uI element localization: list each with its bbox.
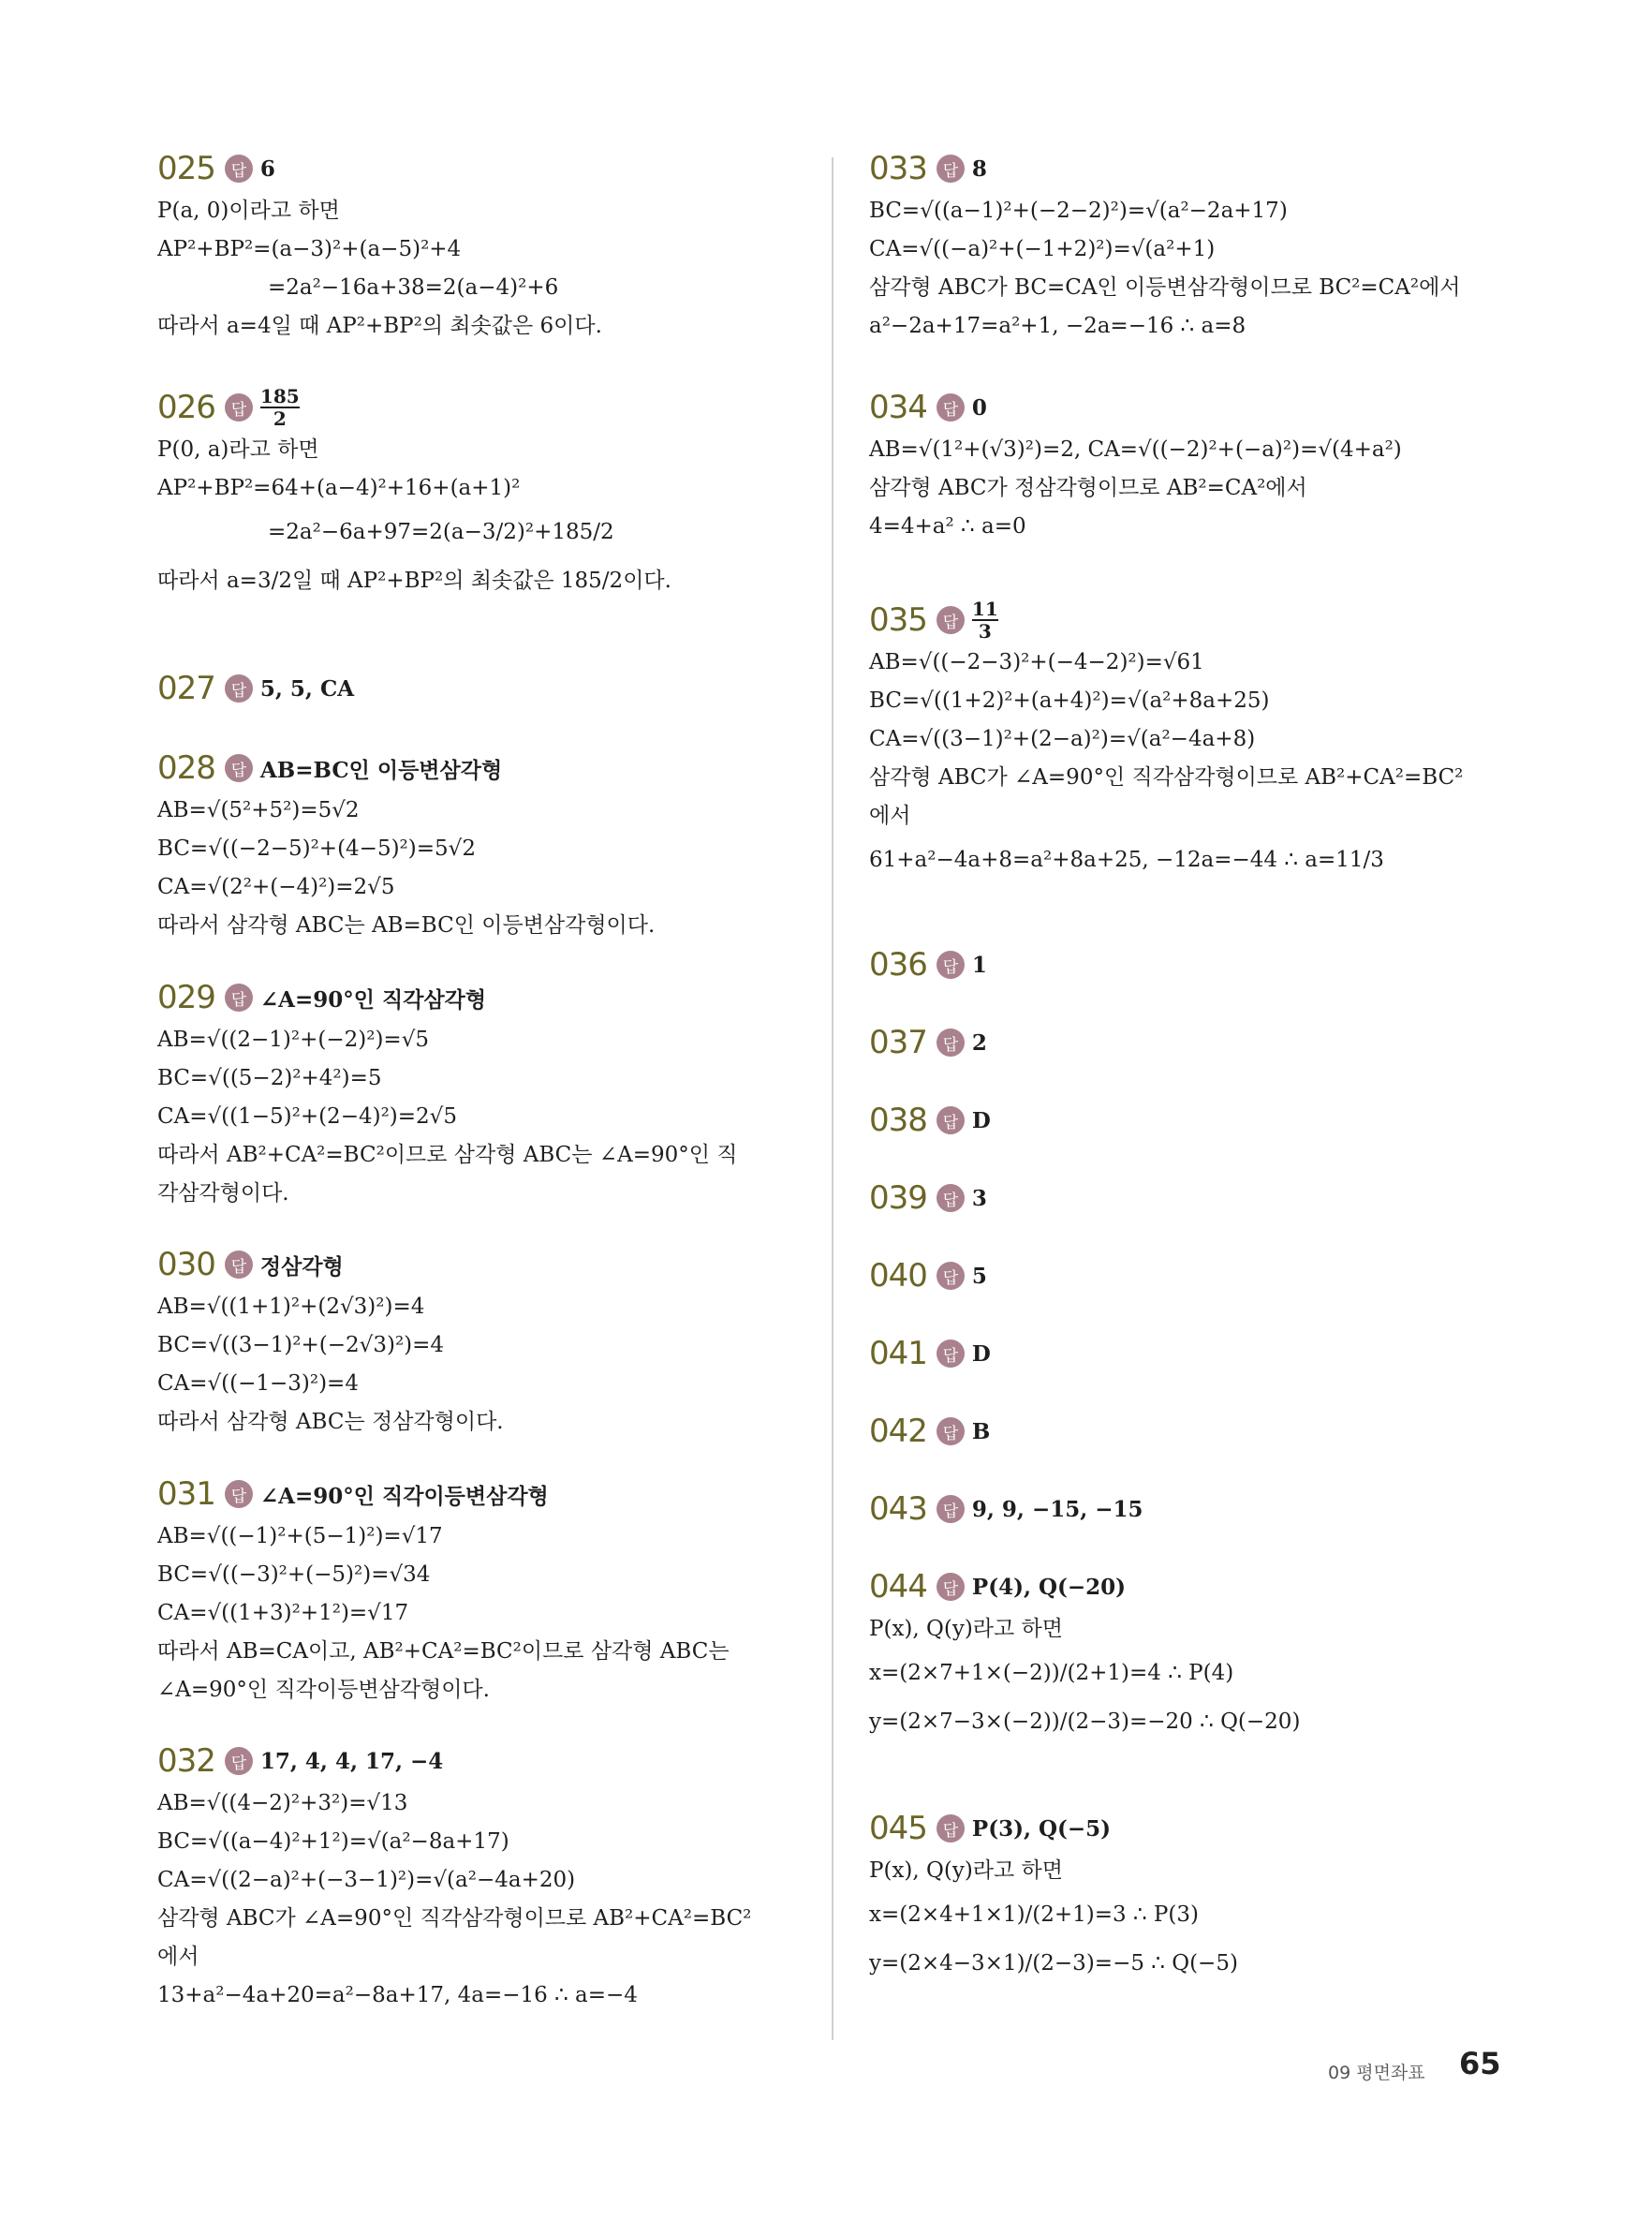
answer-text: B — [971, 1418, 991, 1444]
problem-header — [869, 1486, 1525, 1532]
answer-text: 5, 5, CA — [259, 675, 355, 702]
problem-number: 028 — [157, 749, 215, 787]
answer-badge-icon: 답 — [937, 1417, 965, 1445]
problem-number: 033 — [869, 150, 927, 187]
problem-number: 032 — [157, 1742, 215, 1780]
solution-line: =2a²−6a+97=2(a−3/2)²+185/2 — [268, 520, 614, 544]
problem-header — [157, 1471, 804, 1517]
answer-text: D — [971, 1107, 991, 1133]
problem-034 — [869, 384, 1525, 546]
answer-badge-icon: 답 — [937, 1262, 965, 1290]
solution-line: CA=√((2−a)²+(−3−1)²)=√(a²−4a+20) — [157, 1868, 576, 1892]
solution-line: BC=√((a−1)²+(−2−2)²)=√(a²−2a+17) — [869, 199, 1288, 223]
problem-030 — [157, 1241, 804, 1442]
solution-line: a²−2a+17=a²+1, −2a=−16 ∴ a=8 — [869, 314, 1246, 338]
solution-line: 에서 — [869, 804, 911, 828]
problem-header — [869, 597, 1525, 644]
solution-line: CA=√((−a)²+(−1+2)²)=√(a²+1) — [869, 237, 1216, 261]
footer-page-number: 65 — [1459, 2046, 1501, 2081]
problem-header — [157, 745, 804, 792]
solution-line: BC=√((1+2)²+(a+4)²)=√(a²+8a+25) — [869, 688, 1270, 713]
solution-line: P(x), Q(y)라고 하면 — [869, 1858, 1063, 1883]
problem-number: 041 — [869, 1335, 927, 1372]
problem-number: 039 — [869, 1179, 927, 1217]
answer-text: 1 — [971, 952, 987, 978]
fraction-denominator: 3 — [978, 620, 992, 643]
problem-header — [869, 1330, 1525, 1377]
solution-line: AB=√(5²+5²)=5√2 — [157, 798, 360, 822]
solution-line: AP²+BP²=64+(a−4)²+16+(a+1)² — [157, 476, 521, 500]
problem-028 — [157, 745, 804, 945]
problem-number: 035 — [869, 601, 927, 639]
solution-line: x=(2×7+1×(−2))/(2+1)=4 ∴ P(4) — [869, 1661, 1234, 1685]
problem-number: 037 — [869, 1024, 927, 1061]
problem-number: 030 — [157, 1246, 215, 1283]
problem-header — [869, 1097, 1525, 1144]
fraction-numerator: 11 — [971, 598, 998, 620]
solution-line: 에서 — [157, 1945, 199, 1969]
solution-line: BC=√((−3)²+(−5)²)=√34 — [157, 1562, 431, 1587]
problem-header — [869, 1563, 1525, 1610]
solution-line: BC=√((−2−5)²+(4−5)²)=5√2 — [157, 836, 476, 861]
solution-line: 따라서 a=3/2일 때 AP²+BP²의 최솟값은 185/2이다. — [157, 569, 671, 593]
problem-045 — [869, 1805, 1525, 1988]
solution-line: 따라서 AB=CA이고, AB²+CA²=BC²이므로 삼각형 ABC는 — [157, 1639, 730, 1664]
problem-header — [869, 1252, 1525, 1299]
problem-number: 034 — [869, 389, 927, 426]
problem-header — [869, 1019, 1525, 1066]
answer-text: AB=BC인 이등변삼각형 — [259, 757, 503, 783]
answer-badge-icon: 답 — [937, 1573, 965, 1601]
answer-badge-icon: 답 — [937, 1106, 965, 1134]
problem-number: 040 — [869, 1257, 927, 1295]
solution-line: CA=√((1+3)²+1²)=√17 — [157, 1601, 409, 1625]
answer-badge-icon: 답 — [225, 1251, 253, 1279]
answer-text: P(3), Q(−5) — [971, 1815, 1112, 1842]
problem-number: 029 — [157, 979, 215, 1016]
answer-text: 2 — [971, 1029, 987, 1056]
problem-037 — [869, 1019, 1525, 1066]
solution-line: CA=√((3−1)²+(2−a)²)=√(a²−4a+8) — [869, 727, 1256, 751]
solution-line: AB=√((1+1)²+(2√3)²)=4 — [157, 1295, 425, 1319]
solution-line: CA=√(2²+(−4)²)=2√5 — [157, 875, 395, 899]
answer-badge-icon: 답 — [937, 606, 965, 634]
problem-header — [869, 1408, 1525, 1455]
fraction-numerator: 185 — [259, 385, 300, 407]
solution-line: =2a²−16a+38=2(a−4)²+6 — [268, 275, 559, 300]
column-divider — [832, 157, 833, 2040]
problem-number: 038 — [869, 1102, 927, 1139]
problem-number: 043 — [869, 1490, 927, 1528]
answer-badge-icon: 답 — [225, 754, 253, 782]
answer-badge-icon: 답 — [225, 1747, 253, 1775]
solution-line: 삼각형 ABC가 ∠A=90°인 직각삼각형이므로 AB²+CA²=BC² — [157, 1906, 752, 1931]
solution-line: x=(2×4+1×1)/(2+1)=3 ∴ P(3) — [869, 1902, 1199, 1927]
answer-text: 17, 4, 4, 17, −4 — [259, 1748, 444, 1774]
problem-number: 042 — [869, 1413, 927, 1450]
answer-text: ∠A=90°인 직각삼각형 — [259, 986, 487, 1013]
answer-text: 9, 9, −15, −15 — [971, 1496, 1143, 1522]
solution-line: 61+a²−4a+8=a²+8a+25, −12a=−44 ∴ a=11/3 — [869, 848, 1384, 872]
problem-033 — [869, 145, 1525, 346]
answer-fraction — [260, 386, 300, 429]
solution-line: AB=√((4−2)²+3²)=√13 — [157, 1791, 408, 1815]
answer-text: 정삼각형 — [259, 1253, 344, 1280]
problem-header — [157, 974, 804, 1021]
solution-line: CA=√((−1−3)²)=4 — [157, 1371, 359, 1396]
solution-line: 삼각형 ABC가 정삼각형이므로 AB²=CA²에서 — [869, 476, 1307, 500]
solution-line: 삼각형 ABC가 ∠A=90°인 직각삼각형이므로 AB²+CA²=BC² — [869, 765, 1464, 790]
solution-line: AB=√((2−1)²+(−2)²)=√5 — [157, 1028, 429, 1052]
solution-line: 따라서 삼각형 ABC는 정삼각형이다. — [157, 1410, 504, 1434]
problem-number: 044 — [869, 1568, 927, 1606]
problem-039 — [869, 1175, 1525, 1221]
solution-line: AB=√((−2−3)²+(−4−2)²)=√61 — [869, 650, 1204, 674]
solution-line: 따라서 a=4일 때 AP²+BP²의 최솟값은 6이다. — [157, 314, 602, 338]
problem-044 — [869, 1563, 1525, 1746]
answer-badge-icon: 답 — [225, 393, 253, 422]
solution-line: P(a, 0)이라고 하면 — [157, 199, 340, 223]
answer-text: 8 — [971, 155, 987, 182]
problem-header — [157, 384, 804, 431]
solution-line: AB=√((−1)²+(5−1)²)=√17 — [157, 1524, 443, 1548]
fraction-denominator: 2 — [273, 407, 287, 430]
answer-text: 3 — [971, 1185, 987, 1211]
problem-header — [157, 1738, 804, 1784]
problem-031 — [157, 1471, 804, 1709]
solution-line: 따라서 삼각형 ABC는 AB=BC인 이등변삼각형이다. — [157, 913, 656, 938]
solution-line: BC=√((3−1)²+(−2√3)²)=4 — [157, 1333, 445, 1357]
solution-line: 삼각형 ABC가 BC=CA인 이등변삼각형이므로 BC²=CA²에서 — [869, 275, 1461, 300]
problem-029 — [157, 974, 804, 1213]
problem-027 — [157, 665, 804, 712]
problem-header — [157, 1241, 804, 1288]
solution-line: P(0, a)라고 하면 — [157, 437, 319, 462]
problem-035 — [869, 597, 1525, 884]
answer-badge-icon: 답 — [937, 1029, 965, 1057]
solution-line: BC=√((a−4)²+1²)=√(a²−8a+17) — [157, 1829, 509, 1854]
answer-badge-icon: 답 — [225, 674, 253, 703]
solution-line: ∠A=90°인 직각이등변삼각형이다. — [157, 1678, 490, 1702]
problem-042 — [869, 1408, 1525, 1455]
problem-036 — [869, 941, 1525, 988]
problem-header — [157, 665, 804, 712]
problem-043 — [869, 1486, 1525, 1532]
answer-badge-icon: 답 — [937, 393, 965, 422]
solution-line: 따라서 AB²+CA²=BC²이므로 삼각형 ABC는 ∠A=90°인 직 — [157, 1143, 738, 1167]
answer-text: D — [971, 1340, 991, 1367]
solution-line: y=(2×4−3×1)/(2−3)=−5 ∴ Q(−5) — [869, 1951, 1238, 1976]
problem-026 — [157, 384, 804, 605]
problem-header — [157, 145, 804, 192]
answer-badge-icon: 답 — [937, 1495, 965, 1523]
answer-text: 5 — [971, 1263, 987, 1289]
solution-line: CA=√((1−5)²+(2−4)²)=2√5 — [157, 1104, 457, 1129]
problem-038 — [869, 1097, 1525, 1144]
solution-line: y=(2×7−3×(−2))/(2−3)=−20 ∴ Q(−20) — [869, 1709, 1301, 1734]
problem-number: 026 — [157, 389, 215, 426]
answer-badge-icon: 답 — [225, 1480, 253, 1508]
problem-032 — [157, 1738, 804, 2015]
answer-badge-icon: 답 — [937, 1339, 965, 1368]
solution-line: 13+a²−4a+20=a²−8a+17, 4a=−16 ∴ a=−4 — [157, 1983, 638, 2007]
solution-line: BC=√((5−2)²+4²)=5 — [157, 1066, 382, 1090]
answer-badge-icon: 답 — [937, 951, 965, 979]
solution-line: P(x), Q(y)라고 하면 — [869, 1617, 1063, 1641]
problem-025 — [157, 145, 804, 346]
problem-number: 027 — [157, 670, 215, 707]
solution-line: AB=√(1²+(√3)²)=2, CA=√((−2)²+(−a)²)=√(4+a²) — [869, 437, 1402, 462]
answer-badge-icon: 답 — [225, 155, 253, 183]
problem-number: 045 — [869, 1810, 927, 1847]
answer-text: ∠A=90°인 직각이등변삼각형 — [259, 1483, 549, 1509]
solution-line: 각삼각형이다. — [157, 1181, 289, 1206]
problem-header — [869, 384, 1525, 431]
problem-header — [869, 1805, 1525, 1852]
problem-041 — [869, 1330, 1525, 1377]
answer-text: 6 — [259, 155, 275, 182]
solution-line: AP²+BP²=(a−3)²+(a−5)²+4 — [157, 237, 462, 261]
problem-number: 025 — [157, 150, 215, 187]
answer-text: 0 — [971, 394, 987, 421]
solution-line: 4=4+a² ∴ a=0 — [869, 514, 1026, 539]
problem-header — [869, 1175, 1525, 1221]
answer-badge-icon: 답 — [225, 984, 253, 1012]
answer-badge-icon: 답 — [937, 1184, 965, 1212]
answer-badge-icon: 답 — [937, 1814, 965, 1843]
problem-040 — [869, 1252, 1525, 1299]
problem-header — [869, 145, 1525, 192]
problem-number: 031 — [157, 1475, 215, 1513]
problem-number: 036 — [869, 946, 927, 984]
footer-chapter-title: 09 평면좌표 — [1328, 2063, 1425, 2083]
answer-fraction — [972, 599, 998, 642]
problem-header — [869, 941, 1525, 988]
answer-text: P(4), Q(−20) — [971, 1574, 1127, 1600]
answer-badge-icon: 답 — [937, 155, 965, 183]
